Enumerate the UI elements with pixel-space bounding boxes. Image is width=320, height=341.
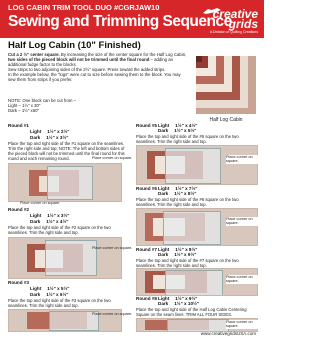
website-url[interactable]: www.creativegridsUSA.com (200, 331, 256, 336)
logo-tagline: A Division of Quilting Creations (209, 30, 258, 34)
round-7-light: Light 1½" x 8½" (158, 247, 198, 252)
block-subtitle: Half Log Cabin (10" Finished) (8, 40, 141, 51)
round-3-text: Place the top and right side of the #3 square on the two seamlines. Trim the right side and top. (8, 298, 111, 308)
half-log-cabin-sample (196, 56, 256, 114)
round-8-dark: Dark 1½" x 10½" (158, 301, 200, 306)
round-6-photo (136, 208, 258, 246)
round-6-callout: Place corner on square. (226, 217, 264, 226)
round-1-title: Round #1 (8, 123, 29, 128)
round-8-text: Place the top and right side of the Half Log Cabin Centering Square on the seam lines. TRIM ALL FOUR SIDES. (136, 307, 247, 317)
sample-label: Half Log Cabin (209, 117, 243, 123)
creative-grids-logo (202, 6, 258, 34)
round-6-text: Place the top and right side of the #6 square on the two seamlines. Trim the right side and top. (136, 197, 239, 207)
round-5-dark: Dark 1½" x 5½" (158, 128, 197, 133)
round-1-text: Place the top and right side of the #1 square on the seamlines. Trim the right side and top; NOTE: The left and bottom sides of the pieced block will not be trimmed until the final round for this round and each remaining round. (8, 141, 125, 161)
product-line: LOG CABIN TRIM TOOL DUO #CGRJAW10 (8, 3, 160, 12)
round-6-light: Light 1½" x 7½" (158, 186, 198, 191)
round-2-light: Light 1½" x 3½" (30, 213, 70, 218)
intro-paragraph: Cut a 2 ½" center square. By increasing the size of the center square for the Half Log Cabin, two sides of the pieced block will not be trimmed until the final round – adding an additional fudge factor to the blocks. Sew strips to two adjoining sides of the 2½" square. Press toward the added strips. In the example below, the "logs" were cut to size before sewing them to the block. You may sew them from strips if you prefer. (8, 52, 187, 83)
round-3-dark: Dark 1½" x 6½" (30, 292, 69, 297)
round-5-text: Place the top and right side of the #5 square on the two seamlines. Trim the right side and top. (136, 134, 239, 144)
round-3-callout: Place corner on square. (92, 312, 133, 316)
round-5-light: Light 1½" x 4½" (158, 123, 198, 128)
round-1-callout-a: Place corner on square. (92, 156, 133, 160)
round-5-photo (136, 145, 258, 185)
round-3-title: Round #3 (8, 280, 29, 285)
round-2-dark: Dark 1½" x 4½" (30, 219, 69, 224)
round-2-title: Round #2 (8, 207, 29, 212)
logo-wordmark: creative grids (212, 7, 258, 31)
header-banner (0, 0, 264, 38)
round-5-callout: Place corner on square. (226, 155, 264, 164)
round-1-callout-b: Place corner on square. (20, 201, 61, 205)
round-1-light: Light 1½" x 2½" (30, 129, 70, 134)
round-1-photo (8, 163, 122, 202)
page-title: Sewing and Trimming Sequence (8, 13, 232, 30)
round-2-text: Place the top and right side of the #2 square on the two seamlines. Trim the right side and top. (8, 225, 111, 235)
round-7-title: Round #7 (136, 247, 157, 252)
round-1-dark: Dark 1½" x 3½" (30, 135, 69, 140)
round-7-text: Place the top and right side of the #7 square on the two seamlines. Trim the right side and top. (136, 258, 239, 268)
round-7-dark: Dark 1½" x 9½" (158, 252, 197, 257)
round-5-title: Round #5 (136, 123, 157, 128)
cutting-note: NOTE: One block can be cut from – Light – 1½" x 30" Dark – 1½" x60" (8, 98, 77, 114)
round-6-title: Round #6 (136, 186, 157, 191)
round-7-callout: Place corner on square. (226, 275, 264, 284)
round-8-callout: Place corner on square. (226, 320, 264, 329)
round-3-light: Light 1½" x 5½" (30, 286, 70, 291)
round-2-photo (8, 237, 122, 279)
round-6-dark: Dark 1½" x 8½" (158, 191, 197, 196)
round-8-light: Light 1½" x 9½" (158, 296, 198, 301)
round-2-callout: Place corner on square. (92, 246, 133, 250)
round-8-title: Round #8 (136, 296, 157, 301)
